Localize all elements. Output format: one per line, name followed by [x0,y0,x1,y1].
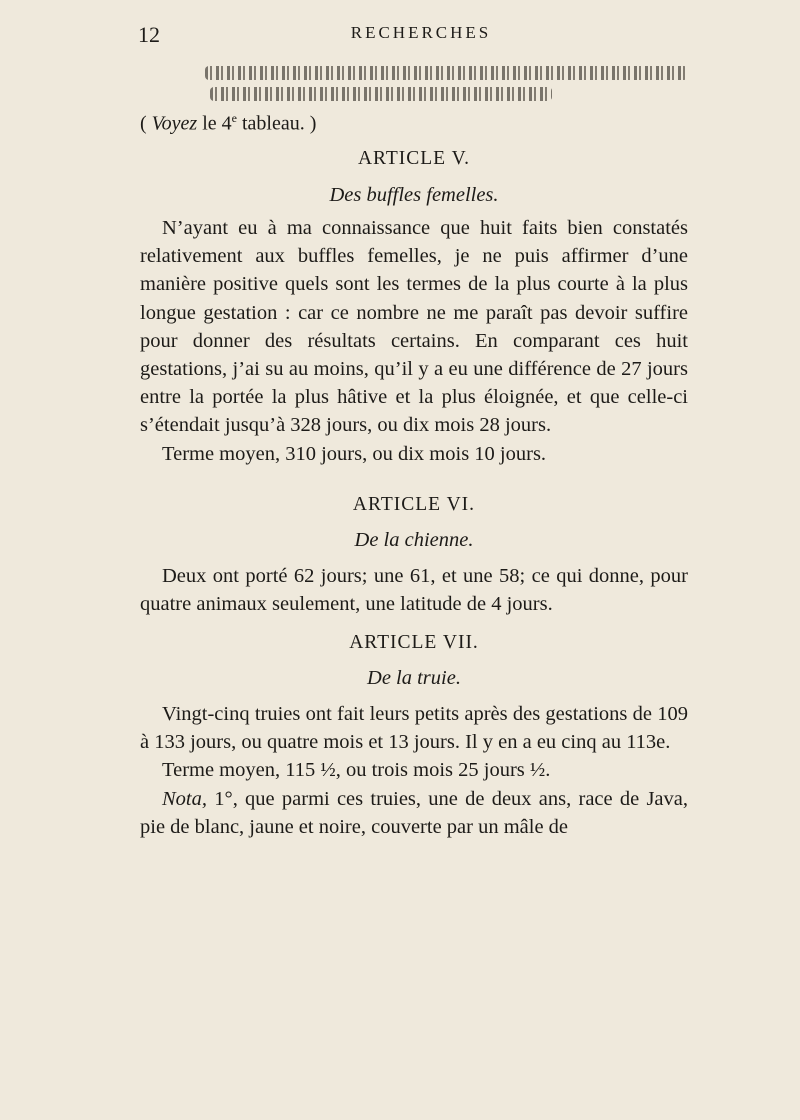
article-7-nota: Nota, 1°, que parmi ces truies, une de deux ans, race de Java, pie de blanc, jaune et noire, couverte par un mâle de [140,787,688,838]
article-6-body [140,562,688,618]
article-5-paragraph: N’ayant eu à ma connaissance que huit faits bien constatés relativement aux buffles femelles, je ne puis affirmer d’une manière positive quels sont les termes de la plus courte à la plus longue gestation : car ce nombre ne me paraît pas devoir suffire pour donner des résultats certains. En comparant ces huit gestations, j’ai su au moins, qu’il y a eu une différence de 27 jours entre la portée la plus hâtive et la plus éloignée, et que celle-ci s’étendait jusqu’à 328 jours, ou dix mois 28 jours. [140,217,688,437]
article-7-paragraph: Vingt-cinq truies ont fait leurs petits après des gestations de 109 à 133 jours, ou quatre mois et 13 jours. Il y en a eu cinq au 113e. [140,703,688,754]
article-7-subtitle: De la truie. [367,667,461,689]
article-7-title: ARTICLE VII. [349,632,479,653]
page-number: 12 [138,22,160,47]
article-6-paragraph: Deux ont porté 62 jours; une 61, et une 58; ce qui donne, pour quatre animaux seulement, une latitude de 4 jours. [140,565,688,616]
article-7-body [140,700,688,841]
article-5-subtitle: Des buffles femelles. [329,184,499,206]
illegible-text-line [210,87,552,101]
illegible-text-line [205,66,688,80]
table-reference: ( Voyez le 4e tableau. ) [140,111,317,135]
article-6-subtitle: De la chienne. [354,529,474,551]
article-5-average: Terme moyen, 310 jours, ou dix mois 10 jours. [162,442,547,465]
article-7-average: Terme moyen, 115 ½, ou trois mois 25 jours ½. [162,759,551,782]
article-5-title: ARTICLE V. [357,148,471,169]
running-head: RECHERCHES [350,23,492,42]
article-5-body [140,214,688,468]
page-header [138,22,704,52]
article-6-title: ARTICLE VI. [352,494,476,515]
